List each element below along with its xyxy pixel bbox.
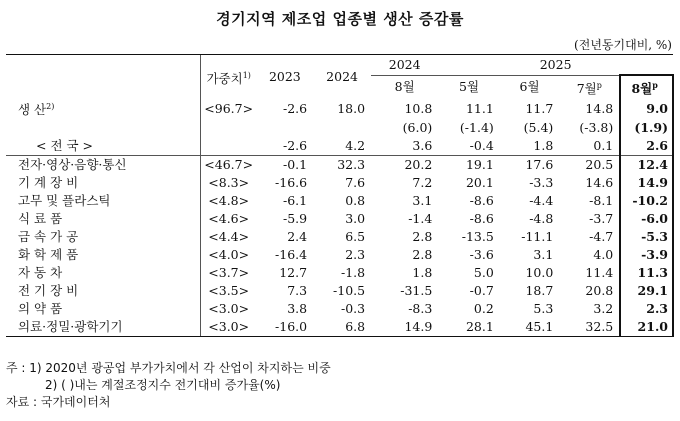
industry-name: 생 산$^{2)}$ — [18, 102, 55, 118]
value-aug: -10.2 — [620, 192, 673, 210]
value-may: -0.4 — [469, 138, 494, 154]
header-aug: 8월$^p$ — [620, 75, 673, 98]
value-may: 0.2 — [473, 301, 494, 317]
value-y2024: 32.3 — [313, 156, 371, 175]
value-y2024: 18.0 — [337, 100, 366, 116]
value-may: -8.6 — [469, 211, 494, 227]
unit-label: (전년동기대비, %) — [574, 38, 672, 52]
weight-cell: <3.7> — [200, 264, 256, 282]
value-aug: 9.0 — [620, 98, 673, 119]
value-jun: 10.0 — [525, 265, 554, 281]
value-y2024 — [313, 119, 371, 137]
value-jul: 14.8 — [585, 100, 614, 116]
industry-name: 의 약 품 — [18, 301, 63, 317]
value-jun: 3.1 — [533, 247, 554, 263]
value-y2023 — [257, 119, 313, 137]
value-jun: -3.3 — [529, 175, 554, 191]
header-may: 5월 — [438, 75, 499, 98]
table-row — [6, 282, 673, 300]
value-y2023: -16.4 — [275, 247, 308, 263]
value-may: -13.5 — [461, 229, 494, 245]
value-jul: 20.8 — [585, 283, 614, 299]
header-weight: 가중치$^{1)}$ — [200, 55, 256, 99]
header-industry — [6, 55, 200, 99]
value-y2023: -0.1 — [257, 156, 313, 175]
header-aug24: 8월 — [371, 75, 438, 98]
value-jul: -4.7 — [589, 229, 614, 245]
value-jun: 17.6 — [500, 156, 560, 175]
value-y2023: -2.6 — [282, 100, 308, 116]
value-aug: 2.6 — [620, 137, 673, 156]
production-table — [6, 54, 674, 337]
table-row — [6, 119, 673, 137]
value-jul: 32.5 — [559, 318, 620, 337]
table-row — [6, 264, 673, 282]
weight-cell: <3.0> — [200, 300, 256, 318]
value-aug24: 2.8 — [412, 229, 433, 245]
table-row — [6, 318, 673, 337]
industry-name — [6, 119, 200, 137]
footnotes — [6, 360, 331, 411]
value-y2024: 0.8 — [345, 193, 366, 209]
source-note: 자료 : 국가데이터처 — [6, 395, 111, 409]
industry-name: < 전 국 > — [36, 138, 94, 154]
value-aug24: 2.8 — [412, 247, 433, 263]
value-jun: 1.8 — [533, 138, 554, 154]
header-jul: 7월$^p$ — [559, 75, 620, 98]
value-y2023: -16.6 — [275, 175, 308, 191]
value-y2023: -5.9 — [282, 211, 308, 227]
header-2023: 2023 — [257, 55, 313, 99]
weight-cell — [200, 137, 256, 156]
value-y2024: 3.0 — [345, 211, 366, 227]
value-y2023: -2.6 — [282, 138, 308, 154]
value-aug24: 20.2 — [371, 156, 438, 175]
value-jun: -4.8 — [529, 211, 554, 227]
value-aug: -3.9 — [620, 246, 673, 264]
value-y2024: 6.5 — [345, 229, 366, 245]
value-may: 5.0 — [473, 265, 494, 281]
weight-cell: <4.6> — [200, 210, 256, 228]
value-aug: 11.3 — [620, 264, 673, 282]
weight-cell: <8.3> — [200, 174, 256, 192]
value-jul: -8.1 — [589, 193, 614, 209]
value-jun: 18.7 — [525, 283, 554, 299]
value-jul: 11.4 — [585, 265, 614, 281]
weight-cell: <96.7> — [200, 98, 256, 119]
value-y2024: -1.8 — [340, 265, 366, 281]
header-2025: 2025 — [438, 55, 673, 76]
value-aug24: (6.0) — [402, 120, 433, 136]
value-y2024: 2.3 — [345, 247, 366, 263]
value-may: 11.1 — [465, 100, 494, 116]
value-y2024: 6.8 — [313, 318, 371, 337]
weight-cell: <3.5> — [200, 282, 256, 300]
value-y2023: 12.7 — [279, 265, 308, 281]
table-row — [6, 246, 673, 264]
industry-name: 자 동 차 — [18, 265, 63, 281]
value-aug: 21.0 — [620, 318, 673, 337]
table-row — [6, 174, 673, 192]
value-jul: (-3.8) — [579, 120, 614, 136]
value-may: -0.7 — [469, 283, 494, 299]
value-jul: 0.1 — [593, 138, 614, 154]
value-jul: 3.2 — [593, 301, 614, 317]
weight-cell — [200, 119, 256, 137]
value-aug: (1.9) — [620, 119, 673, 137]
value-y2023: 7.3 — [287, 283, 308, 299]
table-row — [6, 137, 673, 156]
industry-name: 화 학 제 품 — [18, 247, 79, 263]
header-2024: 2024 — [313, 55, 371, 99]
value-may: -8.6 — [469, 193, 494, 209]
value-jul: 20.5 — [559, 156, 620, 175]
table-row — [6, 210, 673, 228]
value-y2023: 3.8 — [287, 301, 308, 317]
page-title: 경기지역 제조업 업종별 생산 증감률 — [216, 10, 464, 28]
value-aug: 12.4 — [620, 156, 673, 175]
value-aug24: -8.3 — [408, 301, 433, 317]
value-jun: 11.7 — [525, 100, 554, 116]
value-may: -3.6 — [469, 247, 494, 263]
value-jun: -4.4 — [529, 193, 554, 209]
value-jul: 14.6 — [585, 175, 614, 191]
value-jun: (5.4) — [523, 120, 554, 136]
value-y2024: 4.2 — [345, 138, 366, 154]
industry-name: 고무 및 플라스틱 — [18, 193, 111, 209]
value-y2024: -10.5 — [333, 283, 366, 299]
value-jun: 5.3 — [533, 301, 554, 317]
industry-name: 금 속 가 공 — [18, 229, 79, 245]
table-row — [6, 228, 673, 246]
table-row — [6, 156, 673, 175]
header-2024b: 2024 — [371, 55, 438, 76]
table-row — [6, 98, 673, 119]
industry-name: 전 기 장 비 — [18, 283, 79, 299]
weight-cell: <46.7> — [200, 156, 256, 175]
industry-name: 식 료 품 — [18, 211, 63, 227]
value-aug: 29.1 — [620, 282, 673, 300]
value-aug24: -1.4 — [408, 211, 433, 227]
value-jul: -3.7 — [589, 211, 614, 227]
value-may: 19.1 — [438, 156, 499, 175]
value-y2024: -0.3 — [340, 301, 366, 317]
value-aug24: 10.8 — [404, 100, 433, 116]
weight-cell: <4.0> — [200, 246, 256, 264]
weight-cell: <4.8> — [200, 192, 256, 210]
value-aug24: 3.6 — [412, 138, 433, 154]
value-jun: -11.1 — [521, 229, 554, 245]
value-y2023: -6.1 — [282, 193, 308, 209]
value-aug: -6.0 — [620, 210, 673, 228]
value-aug24: 3.1 — [412, 193, 433, 209]
header-jun: 6월 — [500, 75, 560, 98]
value-may: (-1.4) — [459, 120, 494, 136]
weight-cell: <3.0> — [200, 318, 256, 337]
industry-name: 전자·영상·음향·통신 — [6, 156, 200, 175]
industry-name: 기 계 장 비 — [18, 175, 79, 191]
value-may: 20.1 — [465, 175, 494, 191]
value-y2023: -16.0 — [257, 318, 313, 337]
value-aug24: 7.2 — [412, 175, 433, 191]
value-aug: 14.9 — [620, 174, 673, 192]
value-jul: 4.0 — [593, 247, 614, 263]
industry-name: 의료·정밀·광학기기 — [6, 318, 200, 337]
value-aug: -5.3 — [620, 228, 673, 246]
value-y2024: 7.6 — [345, 175, 366, 191]
weight-cell: <4.4> — [200, 228, 256, 246]
value-may: 28.1 — [438, 318, 499, 337]
value-aug24: 1.8 — [412, 265, 433, 281]
value-y2023: 2.4 — [287, 229, 308, 245]
header-row-1 — [6, 55, 673, 76]
value-jun: 45.1 — [500, 318, 560, 337]
value-aug24: 14.9 — [371, 318, 438, 337]
table-row — [6, 300, 673, 318]
footnote-1: 주 : 1) 2020년 광공업 부가가치에서 각 산업이 차지하는 비중 — [6, 361, 331, 375]
table-row — [6, 192, 673, 210]
value-aug24: -31.5 — [400, 283, 433, 299]
footnote-2: 2) ( )내는 계절조정지수 전기대비 증가율(%) — [45, 378, 281, 392]
value-aug: 2.3 — [620, 300, 673, 318]
